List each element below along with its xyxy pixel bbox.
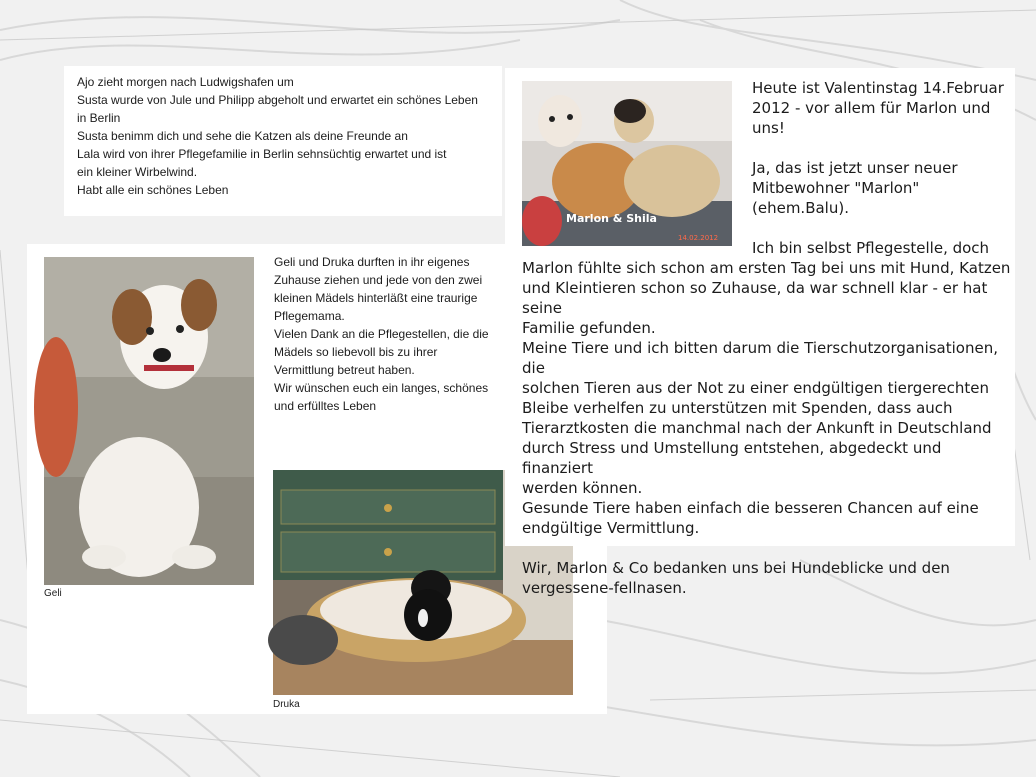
geli-photo bbox=[44, 257, 254, 585]
marlon-photo bbox=[522, 81, 732, 246]
marlon-photo-date: 14.02.2012 bbox=[678, 234, 719, 242]
right-intro-text: Heute ist Valentinstag 14.Februar 2012 - vor allem für Marlon und uns! Ja, das ist jetzt unser neuer Mitbewohner "Marlon" (ehem.Balu). Ich bin selbst Pflegestelle, doch bbox=[752, 79, 1004, 257]
marlon-photo-label: Marlon & Shila bbox=[566, 212, 657, 225]
geli-dog-image bbox=[44, 257, 254, 585]
geli-caption: Geli bbox=[44, 588, 62, 599]
middle-text: Geli und Druka durften in ihr eigenes Zuhause ziehen und jede von den zwei kleinen Mädels hinterläßt eine traurige Pflegemama. Vielen Dank an die Pflegestellen, die die Mädels so liebevoll bis zu ihrer Vermittlung betreut haben. Wir wünschen euch ein langes, schönes und erfülltes Leben bbox=[274, 255, 489, 413]
top-left-text: Ajo zieht morgen nach Ludwigshafen um Susta wurde von Jule und Philipp abgeholt und erwartet ein schönes Leben in Berlin Susta benimm dich und sehe die Katzen als deine Freunde an Lala wird von ihrer Pflegefamilie in Berlin sehnsüchtig erwartet und ist ein kleiner Wirbelwind. Habt alle ein schönes Leben bbox=[77, 75, 478, 197]
druka-caption: Druka bbox=[273, 699, 300, 710]
right-body-text: Marlon fühlte sich schon am ersten Tag bei uns mit Hund, Katzen und Kleintieren schon so Zuhause, da war schnell klar - er hat seine Familie gefunden. Meine Tiere und ich bitten darum die Tierschutzorganisationen, die solchen Tieren aus der Not zu einer endgültigen tiergerechten Bleibe verhelfen zu unterstützen mit Spenden, dass auch Tierarztkosten die manchmal nach der Ankunft in Deutschland durch Stress und Umstellung entstehen, abgedeckt und finanziert werden können. Gesunde Tiere haben einfach die besseren Chancen auf eine endgültige Vermittlung. Wir, Marlon & Co bedanken uns bei Hundeblicke und den vergessene-fellnasen. bbox=[522, 259, 1011, 597]
